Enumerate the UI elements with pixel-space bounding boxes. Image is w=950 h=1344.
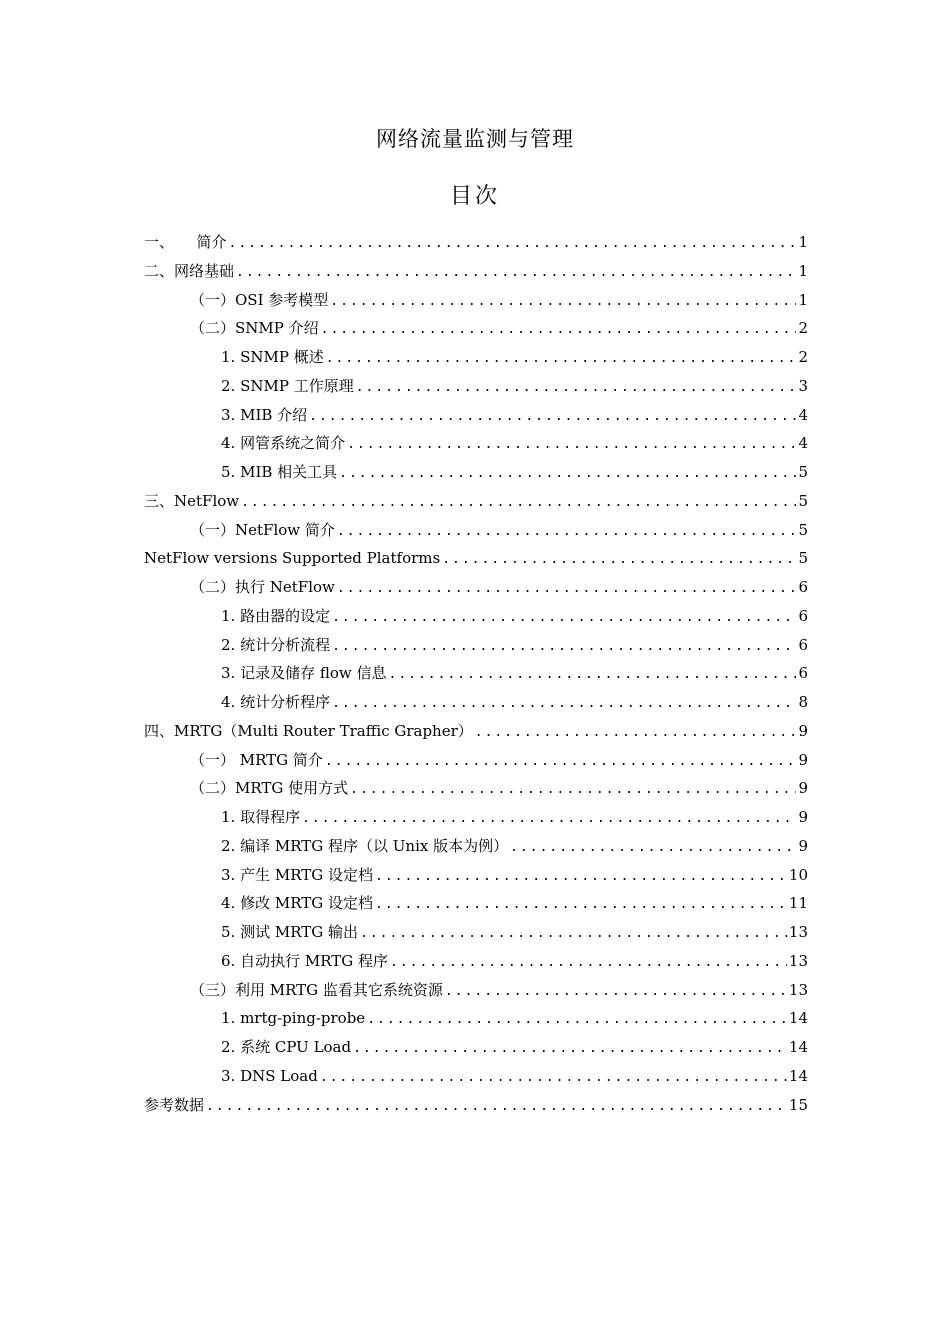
toc-entry-label: NetFlow versions Supported Platforms	[144, 549, 441, 568]
toc-dot-leader	[320, 1064, 787, 1093]
toc-dot-leader	[339, 460, 796, 489]
toc-entry[interactable]	[144, 573, 808, 602]
toc-entry-label: 4. 网管系统之简介	[221, 434, 346, 453]
toc-entry-page-number: 1	[798, 261, 808, 280]
toc-entry-page-number: 9	[798, 721, 808, 740]
toc-entry-label: 1. SNMP 概述	[221, 348, 324, 366]
toc-entry-page-number: 1	[798, 290, 808, 309]
toc-entry-page-number: 15	[788, 1095, 808, 1114]
toc-entry-page-number: 3	[798, 376, 808, 395]
toc-dot-leader	[332, 604, 796, 633]
toc-entry-page-number: 13	[788, 951, 808, 970]
toc-dot-leader	[326, 345, 797, 374]
toc-entry-page-number: 10	[788, 865, 808, 884]
toc-entry[interactable]	[144, 746, 808, 775]
toc-dot-leader	[332, 690, 796, 719]
toc-entry[interactable]	[144, 343, 808, 372]
toc-dot-leader	[206, 1093, 787, 1122]
toc-entry[interactable]	[144, 1033, 808, 1062]
toc-entry-label: 2. 统计分析流程	[221, 635, 331, 654]
toc-dot-leader	[325, 748, 797, 777]
toc-entry-label: （二）SNMP 介绍	[190, 319, 319, 338]
toc-entry-page-number: 9	[798, 836, 808, 855]
toc-dot-leader	[229, 230, 797, 259]
toc-entry[interactable]	[144, 947, 808, 976]
toc-entry[interactable]	[144, 602, 808, 631]
toc-entry-page-number: 14	[788, 1038, 808, 1056]
toc-entry-label: 三、NetFlow	[144, 491, 240, 510]
toc-entry-page-number: 4	[798, 434, 808, 453]
toc-entry-label: 1. 路由器的设定	[221, 606, 331, 625]
toc-entry[interactable]	[144, 286, 808, 315]
toc-dot-leader	[337, 518, 797, 547]
toc-dot-leader	[302, 805, 796, 834]
toc-entry[interactable]	[144, 774, 808, 803]
toc-entry-page-number: 8	[798, 693, 808, 711]
toc-entry[interactable]	[144, 314, 808, 343]
toc-entry-label: 4. 统计分析程序	[221, 693, 331, 711]
toc-entry[interactable]	[144, 889, 808, 918]
toc-entry-page-number: 6	[798, 578, 808, 596]
toc-entry-page-number: 2	[798, 348, 808, 366]
toc-dot-leader	[356, 374, 797, 403]
toc-entry[interactable]	[144, 544, 808, 573]
toc-entry-page-number: 6	[798, 635, 808, 654]
toc-entry[interactable]	[144, 1091, 808, 1120]
toc-entry-page-number: 2	[798, 319, 808, 338]
toc-entry[interactable]	[144, 861, 808, 890]
toc-entry-label: 5. MIB 相关工具	[221, 463, 338, 481]
toc-entry[interactable]	[144, 803, 808, 832]
toc-entry-label: 6. 自动执行 MRTG 程序	[221, 951, 388, 970]
toc-entry-page-number: 14	[788, 1066, 808, 1085]
toc-entry-label: （一）OSI 参考模型	[190, 290, 329, 309]
toc-dot-leader	[445, 978, 787, 1007]
toc-dot-leader	[390, 949, 787, 978]
toc-entry[interactable]	[144, 516, 808, 545]
toc-dot-leader	[321, 316, 797, 345]
toc-entry[interactable]	[144, 429, 808, 458]
toc-entry[interactable]	[144, 228, 808, 257]
toc-dot-leader	[330, 288, 796, 317]
toc-entry[interactable]	[144, 1062, 808, 1091]
toc-entry-page-number: 11	[788, 894, 808, 913]
toc-dot-leader	[510, 834, 796, 863]
toc-heading: 目次	[449, 184, 500, 209]
toc-dot-leader	[337, 575, 797, 604]
toc-entry-label: 2. 编译 MRTG 程序（以 Unix 版本为例）	[221, 836, 509, 855]
toc-entry-page-number: 14	[788, 1009, 808, 1028]
toc-entry-label: 一、 简介	[144, 233, 227, 251]
toc-dot-leader	[375, 891, 787, 920]
toc-entry-page-number: 13	[788, 923, 808, 941]
toc-entry-label: （三）利用 MRTG 监看其它系统资源	[190, 980, 443, 999]
toc-entry-label: 3. MIB 介绍	[221, 405, 308, 424]
toc-dot-leader	[347, 431, 796, 460]
toc-entry-label: （一）NetFlow 简介	[190, 520, 335, 539]
toc-entry-page-number: 5	[798, 549, 808, 568]
toc-dot-leader	[241, 489, 796, 518]
toc-entry[interactable]	[144, 717, 808, 746]
toc-dot-leader	[375, 863, 787, 892]
toc-dot-leader	[309, 403, 796, 432]
toc-entry-label: 3. 记录及储存 flow 信息	[221, 664, 387, 683]
toc-entry-page-number: 6	[798, 664, 808, 683]
toc-dot-leader	[475, 719, 797, 748]
toc-dot-leader	[389, 661, 797, 690]
toc-dot-leader	[353, 1035, 787, 1064]
toc-entry-label: 3. 产生 MRTG 设定档	[221, 865, 373, 884]
toc-entry[interactable]	[144, 487, 808, 516]
toc-dot-leader	[332, 633, 796, 662]
toc-entry-label: 5. 测试 MRTG 输出	[221, 923, 358, 941]
toc-dot-leader	[350, 776, 796, 805]
toc-entry[interactable]	[144, 372, 808, 401]
toc-entry[interactable]	[144, 976, 808, 1005]
toc-entry-page-number: 9	[798, 779, 808, 798]
toc-dot-leader	[367, 1006, 787, 1035]
toc-entry[interactable]	[144, 659, 808, 688]
toc-entry-label: 1. 取得程序	[221, 808, 301, 826]
toc-dot-leader	[442, 546, 796, 575]
toc-entry-page-number: 4	[798, 405, 808, 424]
toc-entry-label: 四、MRTG（Multi Router Traffic Grapher）	[144, 721, 473, 740]
toc-entry-page-number: 9	[798, 750, 808, 769]
toc-entry-label: 1. mrtg-ping-probe	[221, 1009, 366, 1028]
table-of-contents	[144, 228, 808, 1119]
toc-entry-page-number: 6	[798, 606, 808, 625]
toc-entry-page-number: 5	[798, 491, 808, 510]
toc-dot-leader	[236, 259, 796, 288]
toc-entry[interactable]	[144, 458, 808, 487]
toc-entry-label: 3. DNS Load	[221, 1066, 318, 1085]
toc-entry-label: （一） MRTG 简介	[190, 750, 323, 769]
toc-entry[interactable]	[144, 688, 808, 717]
toc-entry-page-number: 5	[798, 520, 808, 539]
toc-entry[interactable]	[144, 257, 808, 286]
toc-dot-leader	[360, 920, 787, 949]
toc-entry[interactable]	[144, 832, 808, 861]
toc-entry[interactable]	[144, 631, 808, 660]
toc-entry-page-number: 5	[798, 463, 808, 481]
toc-entry-page-number: 13	[788, 980, 808, 999]
toc-entry-label: （二）执行 NetFlow	[190, 578, 335, 596]
toc-entry-page-number: 1	[798, 233, 808, 251]
toc-entry[interactable]	[144, 1004, 808, 1033]
toc-entry-label: 2. SNMP 工作原理	[221, 376, 354, 395]
document-title: 网络流量监测与管理	[376, 127, 574, 151]
toc-entry-label: 4. 修改 MRTG 设定档	[221, 894, 373, 913]
toc-entry-label: 2. 系统 CPU Load	[221, 1038, 352, 1056]
toc-entry[interactable]	[144, 401, 808, 430]
toc-entry-page-number: 9	[798, 808, 808, 826]
toc-entry-label: 参考数据	[144, 1095, 205, 1114]
toc-entry-label: （二）MRTG 使用方式	[190, 779, 349, 798]
toc-entry-label: 二、网络基础	[144, 261, 235, 280]
toc-entry[interactable]	[144, 918, 808, 947]
